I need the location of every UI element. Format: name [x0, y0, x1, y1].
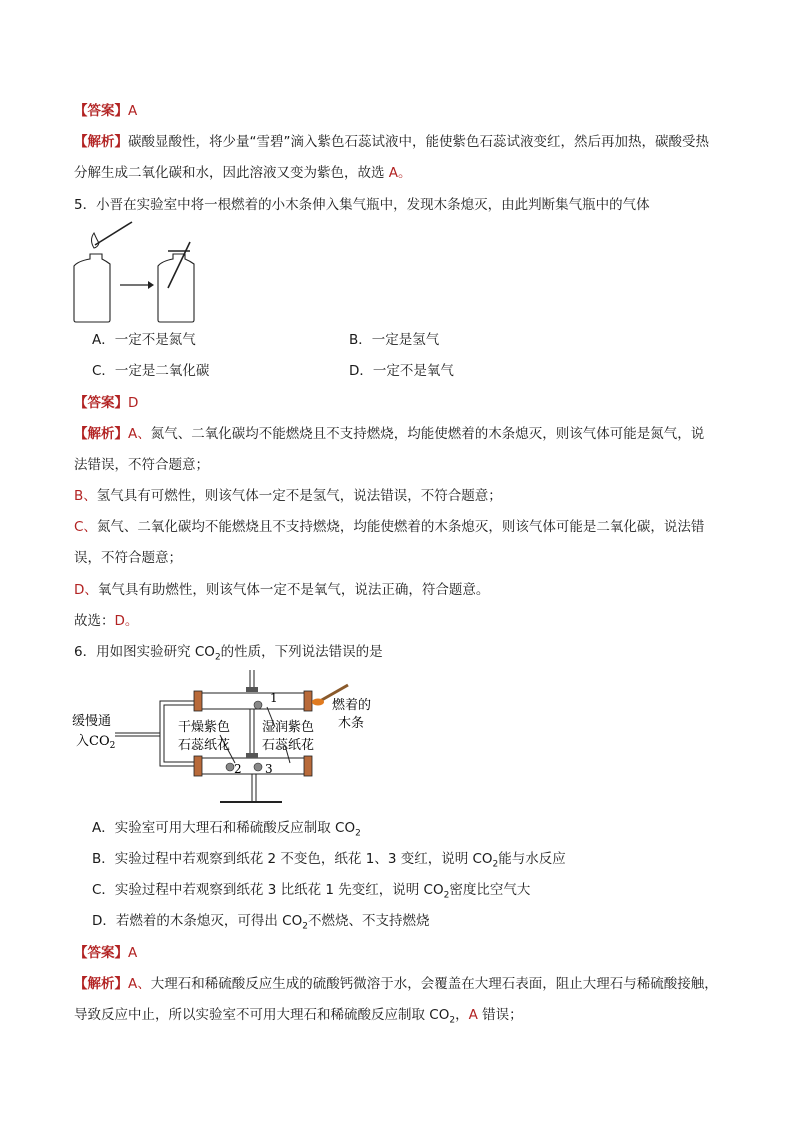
label-3: 3 — [265, 762, 273, 776]
analysis-text: 氮气、二氧化碳均不能燃烧且不支持燃烧，均能使燃着的木条熄灭，则该气体可能是二氧化碳，说法错 — [96, 519, 705, 535]
q4-answer-line — [74, 101, 137, 121]
flame-icon — [312, 699, 324, 706]
flower-2-icon — [226, 763, 234, 771]
stopper — [304, 691, 312, 711]
q5-conclusion — [74, 611, 138, 631]
answer-value: A — [128, 945, 138, 961]
q5-option-c: C．一定是二氧化碳 — [92, 363, 210, 379]
q5-analysis-a-line-1 — [74, 424, 704, 444]
wet-label-2: 石蕊纸花 — [262, 738, 315, 753]
right-stick — [168, 242, 190, 288]
analysis-choice: A、 — [128, 426, 151, 442]
q5-option-d: D．一定不是氧气 — [349, 363, 454, 379]
q5-analysis-a-line-2: 法错误，不符合题意； — [74, 457, 209, 473]
q4-analysis-line-1 — [74, 132, 709, 152]
answer-tag: 【答案】 — [74, 103, 128, 119]
flower-3-icon — [254, 763, 262, 771]
answer-tag: 【答案】 — [74, 945, 128, 961]
wet-label-1: 湿润紫色 — [262, 720, 315, 735]
q5-analysis-b — [74, 486, 502, 506]
analysis-text: 碳酸显酸性，将少量“雪碧”滴入紫色石蕊试液中，能使紫色石蕊试液变红，然后再加热，碳酸受热 — [128, 134, 709, 150]
analysis-tag: 【解析】 — [74, 426, 128, 442]
arrow-icon — [148, 281, 154, 289]
clamp — [246, 687, 258, 692]
q6-analysis-line-1 — [74, 974, 718, 994]
dry-label-2: 石蕊纸花 — [178, 738, 231, 753]
analysis-text: 氧气具有助燃性，则该气体一定不是氧气，说法正确，符合题意。 — [97, 582, 490, 598]
top-tube — [198, 693, 308, 709]
analysis-tag: 【解析】 — [74, 134, 128, 150]
q5-stem: 5．小晋在实验室中将一根燃着的小木条伸入集气瓶中，发现木条熄灭，由此判断集气瓶中的气体 — [74, 197, 650, 213]
analysis-choice: D、 — [74, 582, 98, 598]
analysis-text: 大理石和稀硫酸反应生成的硫酸钙微溶于水，会覆盖在大理石表面，阻止大理石与稀硫酸接触， — [150, 976, 718, 992]
bottom-tube — [198, 758, 308, 774]
right-bottle — [158, 254, 194, 322]
stopper — [304, 756, 312, 776]
analysis-text: 氢气具有可燃性，则该气体一定不是氢气，说法错误，不符合题意； — [96, 488, 502, 504]
analysis-text: 氮气、二氧化碳均不能燃烧且不支持燃烧，均能使燃着的木条熄灭，则该气体可能是氮气，说 — [150, 426, 705, 442]
q6-option-b: B．实验过程中若观察到纸花 2 不变色，纸花 1、3 变红，说明 $CO_2$能与水反应 — [92, 851, 566, 870]
left-bottle — [74, 254, 110, 322]
flower-1-icon — [254, 701, 262, 709]
analysis-tag: 【解析】 — [74, 976, 128, 992]
flame-icon — [92, 233, 100, 248]
analysis-choice: B、 — [74, 488, 97, 504]
analysis-choice: C、 — [74, 519, 97, 535]
q6-analysis-line-2: 导致反应中止，所以实验室不可用大理石和稀硫酸反应制取 $CO_2$，A 错误； — [74, 1007, 523, 1026]
conclusion-text: 故选： — [74, 613, 115, 629]
q6-apparatus-figure — [70, 665, 390, 813]
answer-value: A — [128, 103, 138, 119]
analysis-choice: A、 — [128, 976, 151, 992]
left-stick — [95, 222, 132, 245]
burning-label-2: 木条 — [338, 716, 365, 731]
label-2: 2 — [234, 762, 242, 776]
inlet-label-2: 入$CO_2$ — [76, 734, 116, 751]
analysis-text: 分解生成二氧化碳和水，因此溶液又变为紫色，故选 — [74, 165, 389, 181]
q4-analysis-line-2 — [74, 163, 412, 183]
q6-stem: 6．用如图实验研究 $CO_2$的性质，下列说法错误的是 — [74, 644, 383, 663]
stopper — [194, 691, 202, 711]
q5-gas-bottle-figure — [70, 220, 210, 324]
dry-label-1: 干燥紫色 — [178, 720, 231, 735]
q5-answer-line — [74, 393, 138, 413]
q6-option-d: D．若燃着的木条熄灭，可得出 $CO_2$不燃烧、不支持燃烧 — [92, 913, 430, 932]
q5-option-a: A．一定不是氮气 — [92, 332, 196, 348]
q6-option-a: A．实验室可用大理石和稀硫酸反应制取 $CO_2$ — [92, 820, 361, 839]
q5-option-b: B．一定是氢气 — [349, 332, 440, 348]
stopper — [194, 756, 202, 776]
analysis-choice: A。 — [388, 165, 412, 181]
answer-tag: 【答案】 — [74, 395, 128, 411]
clamp — [246, 753, 258, 758]
label-1: 1 — [270, 691, 278, 705]
conclusion-choice: D。 — [114, 613, 139, 629]
answer-value: D — [128, 395, 139, 411]
q6-answer-line — [74, 943, 137, 963]
q6-option-c: C．实验过程中若观察到纸花 3 比纸花 1 先变红，说明 $CO_2$密度比空气大 — [92, 882, 531, 901]
burning-label-1: 燃着的 — [332, 698, 372, 713]
q5-analysis-d — [74, 580, 489, 600]
q5-analysis-c-line-1 — [74, 517, 704, 537]
inlet-label-1: 缓慢通 — [72, 714, 112, 729]
q5-analysis-c-line-2: 误，不符合题意； — [74, 550, 182, 566]
